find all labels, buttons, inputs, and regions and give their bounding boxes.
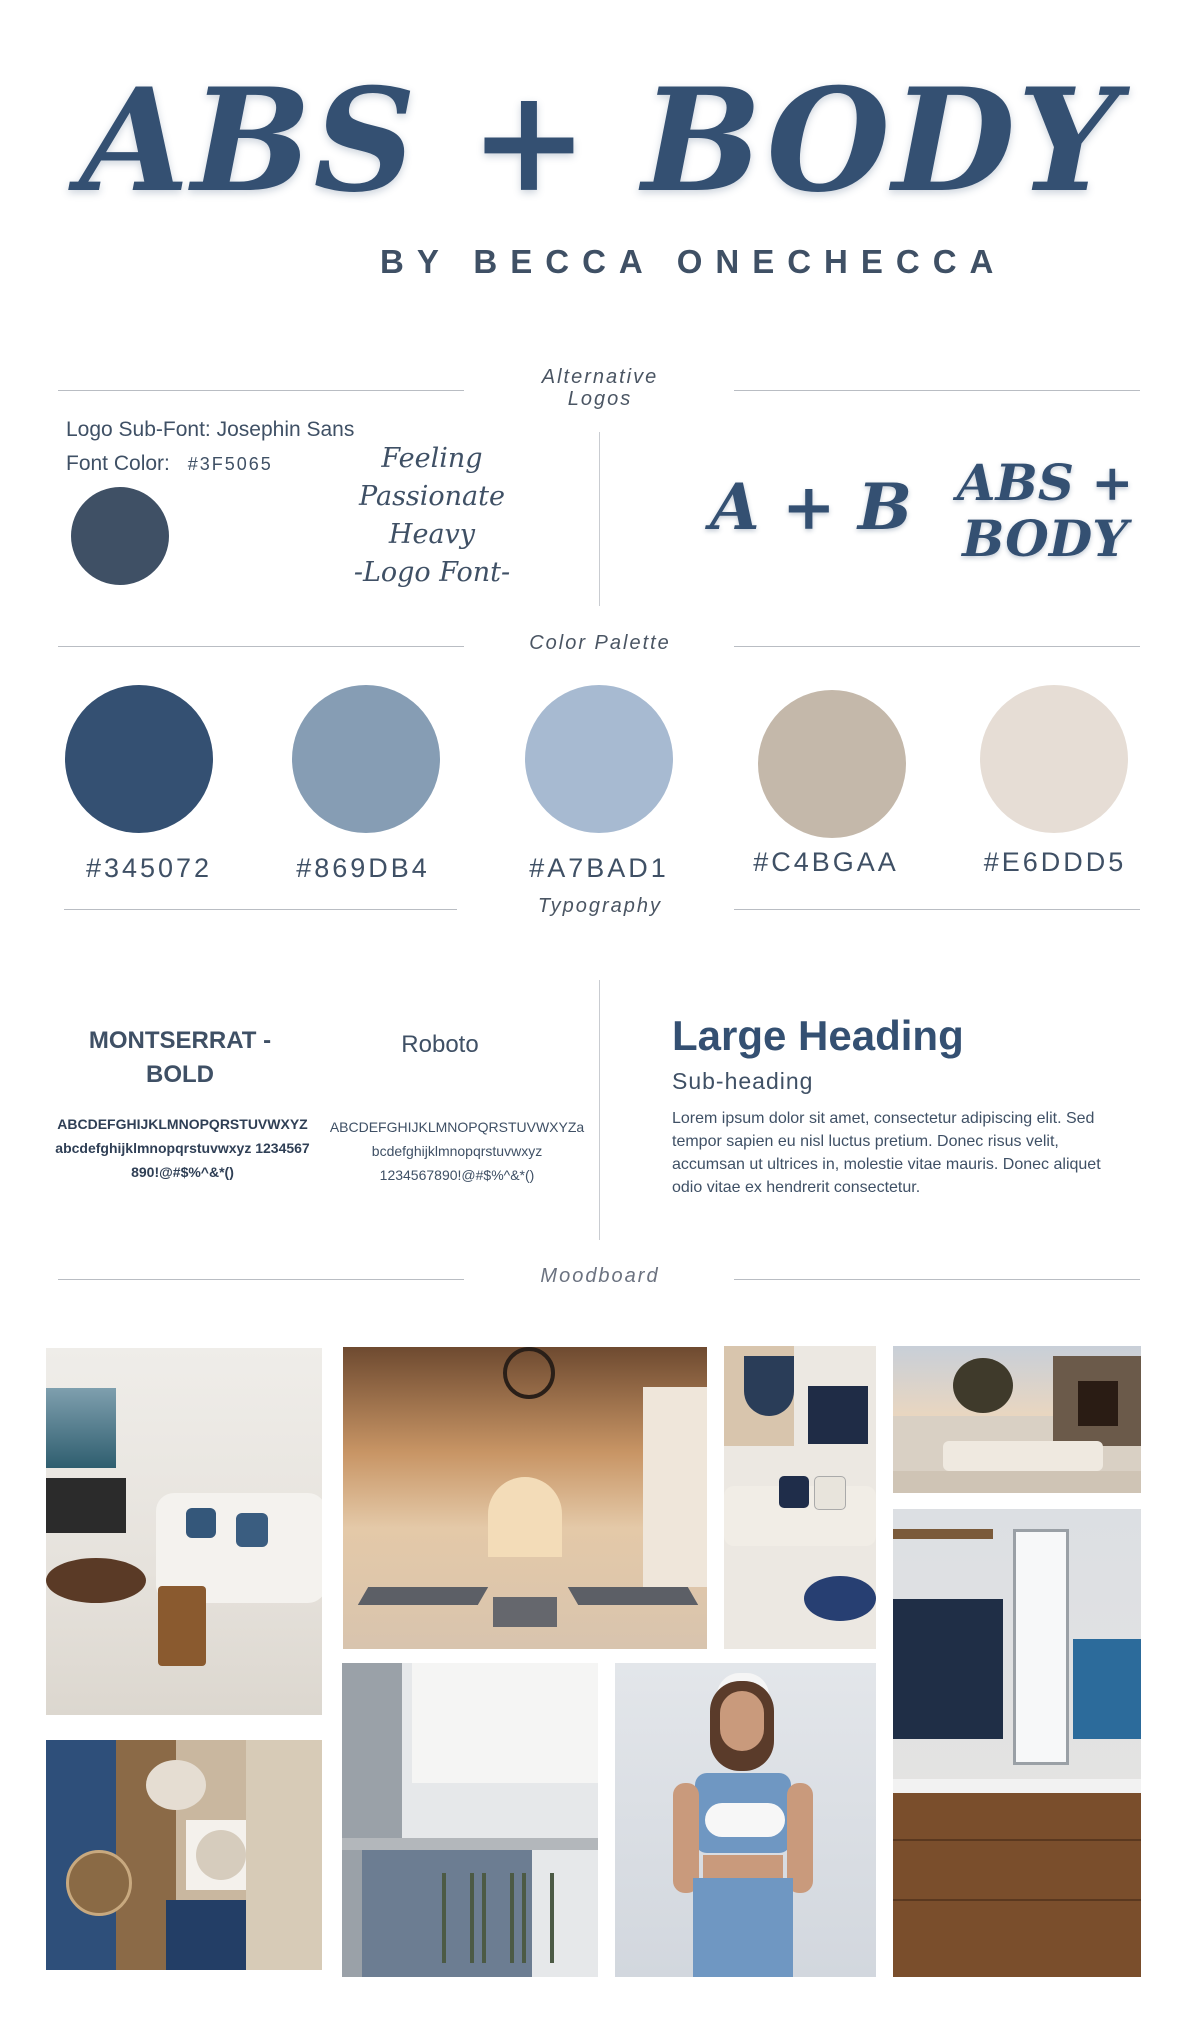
alt-logo-line: ABS + xyxy=(956,453,1134,512)
moodboard-living-room-image xyxy=(46,1348,322,1715)
moodboard-yoga-studio-image xyxy=(343,1347,707,1649)
color-hex-3: #A7BAD1 xyxy=(529,853,669,883)
font2-characters: ABCDEFGHIJKLMNOPQRSTUVWXYZa bcdefghijklmnopqrstuvwxyz 1234567890!@#$%^&*() xyxy=(329,1119,585,1183)
vertical-divider xyxy=(599,980,600,1240)
divider xyxy=(58,1279,464,1280)
color-hex-2: #869DB4 xyxy=(296,853,430,883)
color-hex-5: #E6DDD5 xyxy=(983,847,1127,877)
font-color-label: Font Color: xyxy=(66,452,170,475)
section-title-alternative-logos xyxy=(500,366,700,410)
sample-large-heading: Large Heading xyxy=(672,1012,964,1059)
section-title-color-palette: Color Palette xyxy=(529,632,671,654)
alt-logo-line: BODY xyxy=(962,509,1128,568)
sample-body-text: Lorem ipsum dolor sit amet, consectetur adipiscing elit. Sed tempor sapien eu nisl luctus pretium. Donec risus velit, accumsan ut ultrices in, molestie vitae mauris. Donec aliquet odio vitae ex hendrerit consectetur. xyxy=(672,1110,1101,1196)
logo-font-sample xyxy=(352,440,512,592)
sample-sub-heading: Sub-heading xyxy=(672,1068,814,1094)
logo-font-line: -Logo Font- xyxy=(353,557,511,588)
logo-font-line: Heavy xyxy=(388,519,476,550)
moodboard-modern-kitchen-image xyxy=(893,1509,1141,1977)
font2-title: Roboto xyxy=(401,1031,479,1058)
divider xyxy=(58,390,464,391)
alt-logo-a-plus-b: A + B xyxy=(710,470,912,545)
divider xyxy=(58,646,464,647)
logo-sub-font-label: Logo Sub-Font: Josephin Sans xyxy=(66,418,355,441)
divider xyxy=(734,1279,1140,1280)
divider xyxy=(734,390,1140,391)
font-color-swatch xyxy=(71,487,169,585)
font1-title: MONTSERRAT - BOLD xyxy=(88,1027,272,1088)
moodboard-kitchen-island-image xyxy=(342,1663,598,1977)
color-swatch-3 xyxy=(525,685,673,833)
divider xyxy=(734,646,1140,647)
moodboard-material-flatlay-image xyxy=(46,1740,322,1970)
section-title-typography: Typography xyxy=(537,895,663,917)
divider xyxy=(734,909,1140,910)
logo-font-line: Feeling xyxy=(381,443,483,474)
font1-characters: ABCDEFGHIJKLMNOPQRSTUVWXYZabcdefghijklmnopqrstuvwxyz 1234567890!@#$%^&*() xyxy=(55,1116,310,1180)
moodboard-art-sofa-image xyxy=(724,1346,876,1649)
brand-byline: BY BECCA ONECHECCA xyxy=(380,243,1007,280)
section-title-line: Logos xyxy=(567,388,633,410)
color-swatch-2 xyxy=(292,685,440,833)
color-swatch-4 xyxy=(758,690,906,838)
moodboard-activewear-model-image xyxy=(615,1663,876,1977)
color-swatch-1 xyxy=(65,685,213,833)
alt-logo-abs-body xyxy=(950,455,1140,567)
section-title-moodboard: Moodboard xyxy=(540,1265,660,1287)
color-hex-1: #345072 xyxy=(85,853,213,883)
section-title-line: Alternative xyxy=(541,366,659,388)
moodboard-outdoor-terrace-image xyxy=(893,1346,1141,1493)
font-color-row xyxy=(66,452,273,476)
color-swatch-5 xyxy=(980,685,1128,833)
vertical-divider xyxy=(599,432,600,606)
brand-logo: ABS + BODY xyxy=(79,58,1121,224)
divider xyxy=(64,909,457,910)
font-color-value: #3F5065 xyxy=(187,454,273,474)
logo-font-line: Passionate xyxy=(359,481,505,512)
color-hex-4: #C4BGAA xyxy=(753,847,899,877)
